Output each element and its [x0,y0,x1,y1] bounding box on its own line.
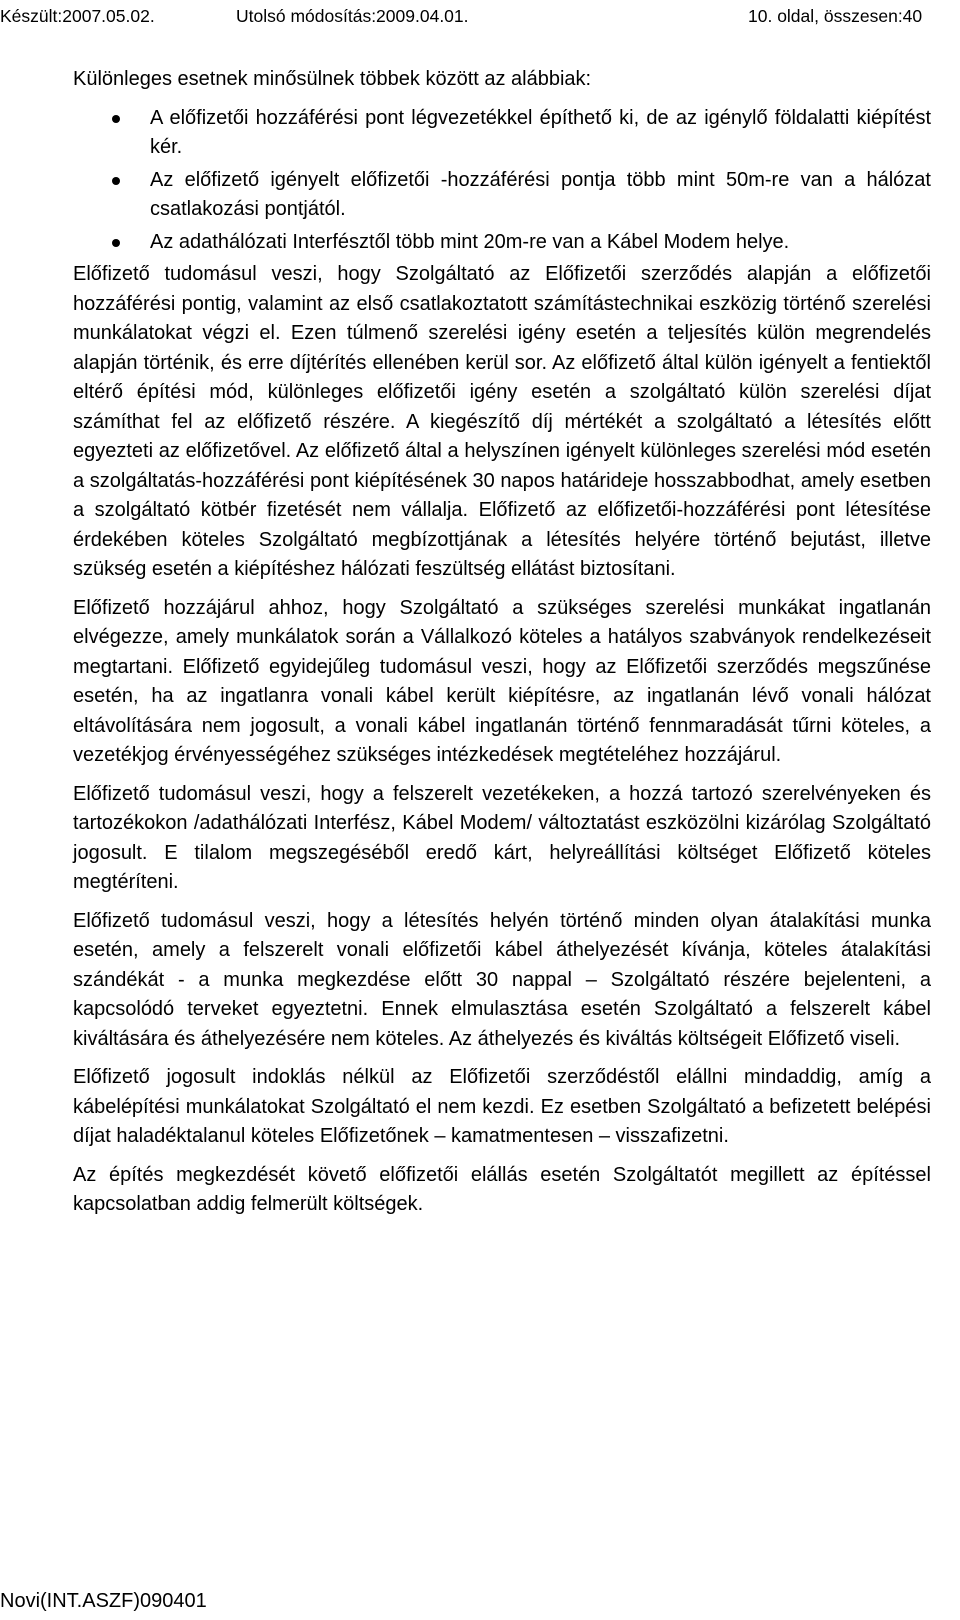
intro-paragraph: Különleges esetnek minősülnek többek között az alábbiak: [73,68,592,90]
document-id-footer: Novi(INT.ASZF)090401 [0,1590,207,1612]
bullet-icon [112,115,120,123]
list-item-text: Az adathálózati Interfésztől több mint 20m-re van a Kábel Modem helye. [150,230,790,253]
body-paragraph: Előfizető tudomásul veszi, hogy a létesítés helyén történő minden olyan átalakítási munka esetén, amely a felszerelt vonali előfizetői kábel áthelyezését kívánja, köteles átalakítási szándékát - a munka megkezdése előtt 30 nappal – Szolgáltató részére bejelenteni, a kapcsolódó terveket egyeztetni. Ennek elmulasztása esetén Szolgáltató a felszerelt kábel kiváltására és áthelyezésére nem köteles. Az áthelyezés és kiváltás költségeit Előfizető viseli. [73,909,931,1050]
modified-date: Utolsó módosítás:2009.04.01. [236,6,469,26]
list-item [73,166,931,225]
list-item [73,104,931,163]
body-paragraph: Az építés megkezdését követő előfizetői elállás esetén Szolgáltatót megillett az építéssel kapcsolatban addig felmerült költségek. [73,1163,931,1215]
created-date: Készült:2007.05.02. [0,6,155,26]
list-item-text: Az előfizető igényelt előfizetői -hozzáférési pontja több mint 50m-re van a hálózat csatlakozási pontjától. [150,168,931,220]
special-cases-list [73,104,931,258]
body-paragraph: Előfizető tudomásul veszi, hogy Szolgáltató az Előfizetői szerződés alapján a előfizetői hozzáférési pontig, valamint az első csatlakoztatott számítástechnikai eszközig történő szerelési munkálatokat végzi el. Ezen túlmenő szerelési igény esetén a teljesítés külön megrendelés alapján történik, és erre díjtérítés ellenében kerül sor. Az előfizető által külön igényelt a fentiektől eltérő építési mód, különleges előfizetői igény esetén a szolgáltató külön szerelési díjat számíthat fel az előfizető részére. A kiegészítő díj mértékét a szolgáltató a létesítés előtt egyezteti az előfizetővel. Az előfizető által a helyszínen igényelt különleges szerelési mód esetén a szolgáltatás-hozzáférési pont kiépítésének 30 napos határideje hosszabbodhat, amely esetben a szolgáltató kötbér fizetését nem vállalja. Előfizető az előfizetői-hozzáférési pont létesítése érdekében köteles Szolgáltató megbízottjának a létesítés helyére történő bejutást, illetve szükség esetén a kiépítéshez hálózati feszültség ellátást biztosítani. [73,263,931,580]
body-paragraph: Előfizető hozzájárul ahhoz, hogy Szolgáltató a szükséges szerelési munkákat ingatlanán elvégezze, amely munkálatok során a Vállalkozó köteles a hatályos szabványok rendelkezéseit megtartani. Előfizető egyidejűleg tudomásul veszi, hogy az Előfizetői szerződés megszűnése esetén, ha az ingatlanra vonali kábel került kiépítésre, az ingatlanán lévő vonali hálózat eltávolítására nem jogosult, a vonali kábel ingatlanán történő fennmaradását tűrni köteles, a vezetékjog érvényességéhez szükséges intézkedések megtételéhez hozzájárul. [73,596,931,766]
list-item-text: A előfizetői hozzáférési pont légvezetékkel építhető ki, de az igénylő földalatti kiépítést kér. [150,106,931,158]
page-header [0,6,960,30]
document-body [73,65,931,1229]
body-paragraph: Előfizető jogosult indoklás nélkül az Előfizetői szerződéstől elállni mindaddig, amíg a kábelépítési munkálatokat Szolgáltató el nem kezdi. Ez esetben Szolgáltató a befizetett belépési díjat haladéktalanul köteles Előfizetőnek – kamatmentesen – visszafizetni. [73,1066,931,1147]
page-number: 10. oldal, összesen:40 [748,6,923,26]
bullet-icon [112,177,120,185]
bullet-icon [112,239,120,247]
body-paragraph: Előfizető tudomásul veszi, hogy a felszerelt vezetékeken, a hozzá tartozó szerelvényeken és tartozékokon /adathálózati Interfész, Kábel Modem/ változtatást eszközölni kizárólag Szolgáltató jogosult. E tilalom megszegéséből eredő kárt, helyreállítási költséget Előfizető köteles megtéríteni. [73,782,931,893]
list-item [73,228,931,258]
